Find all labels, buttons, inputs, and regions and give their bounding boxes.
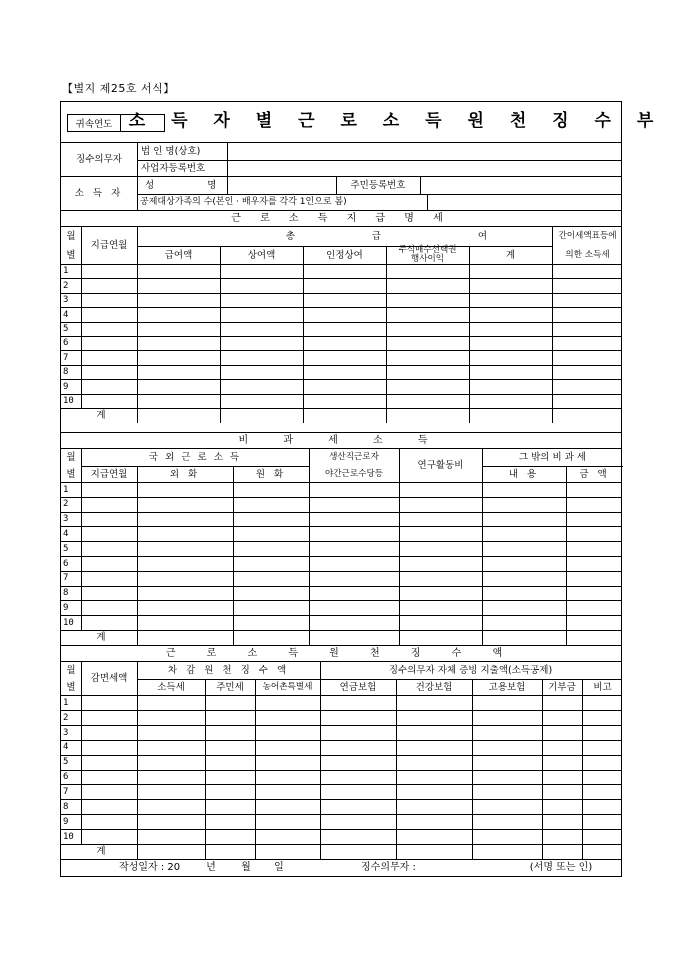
month-number: 10 (63, 831, 74, 842)
sec3-col-note: 비고 (593, 681, 612, 693)
sec1-col-salary: 급여액 (164, 249, 193, 261)
table-row (61, 829, 621, 845)
earner-name-label: 성 명 (145, 179, 217, 191)
resident-number-label: 주민등록번호 (350, 179, 406, 191)
form-caption: 【별지 제25호 서식】 (62, 82, 175, 95)
table-row (61, 784, 621, 800)
month-number: 5 (63, 757, 69, 768)
sec2-col-night-a: 생산직근로자 (329, 451, 379, 462)
sec2-header (61, 448, 621, 483)
sec2-col-krw: 원 화 (255, 468, 287, 480)
title-row (61, 102, 664, 142)
table-row (61, 526, 621, 542)
month-number: 5 (63, 324, 69, 335)
sec1-col-deemed-bonus: 인정상여 (326, 249, 363, 261)
month-number: 4 (63, 742, 69, 753)
sec1-group-a: 총 (285, 230, 295, 242)
table-row (61, 512, 621, 528)
table-row (61, 770, 621, 786)
sec1-col-stock-a: 주식매수선택권 (398, 245, 457, 256)
sec2-col-fx: 외 화 (169, 468, 201, 480)
month-number: 5 (63, 543, 69, 554)
table-row (61, 695, 621, 711)
month-number: 8 (63, 802, 69, 813)
month-number: 1 (63, 266, 69, 277)
month-number: 9 (63, 816, 69, 827)
table-row (61, 350, 621, 365)
month-number: 10 (63, 617, 74, 628)
sec1-month-b: 별 (66, 249, 76, 261)
payer-label: 징수의무자 (76, 154, 122, 166)
payer-block (61, 142, 621, 177)
table-row (61, 556, 621, 572)
table-row (61, 307, 621, 322)
sec1-title: 근 로 소 득 지 급 명 세 (231, 212, 451, 224)
table-row (61, 725, 621, 741)
sec3-col-health: 건강보험 (415, 681, 453, 693)
footer-payer-label: 징수의무자 : (361, 862, 416, 874)
sec3-month-b: 별 (66, 681, 76, 693)
month-number: 7 (63, 573, 69, 584)
earner-label: 소 득 자 (74, 188, 124, 200)
earner-block (61, 176, 621, 211)
sec3-band (61, 645, 621, 662)
sec3-title: 근 로 소 득 원 천 징 수 액 (165, 647, 517, 659)
sec2-col-desc: 내 용 (508, 468, 540, 480)
sec1-header (61, 226, 621, 265)
sec3-col-resident-tax: 주민세 (216, 681, 244, 693)
table-row (61, 264, 621, 279)
table-row (61, 710, 621, 726)
sec1-group-c: 여 (477, 230, 487, 242)
footer-date-label: 작성일자 : 20 (119, 862, 181, 874)
sec3-col-pension: 연금보험 (339, 681, 377, 693)
sec2-title: 비 과 세 소 득 (238, 434, 444, 446)
month-number: 1 (63, 484, 69, 495)
month-number: 2 (63, 280, 69, 291)
withholding-ledger-form (60, 101, 664, 877)
sec1-col-bonus: 상여액 (247, 249, 276, 261)
month-number: 2 (63, 712, 69, 723)
month-number: 3 (63, 514, 69, 525)
sec3-header (61, 661, 621, 696)
sec3-group-payer: 징수의무자 자체 증빙 지출액(소득공제) (388, 664, 553, 676)
sec3-group-deduct: 차 감 원 천 징 수 액 (167, 664, 290, 676)
table-row (61, 615, 621, 631)
table-row (61, 278, 621, 293)
footer-row (61, 859, 621, 877)
month-number: 9 (63, 603, 69, 614)
month-number: 9 (63, 381, 69, 392)
month-number: 3 (63, 727, 69, 738)
footer-day-unit: 일 (274, 862, 284, 874)
month-number: 3 (63, 295, 69, 306)
sec1-col-stock-b: 행사이익 (410, 254, 445, 265)
sec3-col-donation: 기부금 (548, 681, 576, 693)
sec2-paymonth: 지급연월 (90, 468, 128, 480)
sec1-band (61, 210, 621, 227)
table-row (61, 293, 621, 308)
table-row (61, 336, 621, 351)
corp-name-label: 법 인 명(상호) (141, 145, 201, 157)
sec3-col-rural-tax: 농어촌특별세 (262, 681, 313, 692)
month-number: 10 (63, 396, 74, 407)
sec1-paymonth: 지급연월 (90, 240, 128, 252)
table-row (61, 586, 621, 602)
total-row-label: 계 (96, 410, 106, 422)
footer-sign-label: (서명 또는 인) (529, 862, 593, 874)
dependents-label: 공제대상가족의 수(본인 · 배우자를 각각 1인으로 봄) (140, 196, 347, 207)
sec1-col-sum: 계 (505, 249, 516, 261)
table-row (61, 799, 621, 815)
sec2-group-foreign: 국 외 근 로 소 득 (148, 451, 242, 463)
sec3-month-a: 월 (66, 664, 76, 676)
table-row (61, 408, 621, 423)
sec2-col-amount: 금 액 (579, 468, 610, 480)
sec1-month-a: 월 (66, 230, 76, 242)
table-row (61, 600, 621, 616)
table-row (61, 322, 621, 337)
total-row-label: 계 (96, 632, 106, 644)
table-row (61, 740, 621, 756)
month-number: 7 (63, 352, 69, 363)
sec3-col-employment: 고용보험 (488, 681, 526, 693)
sec2-month-b: 별 (66, 468, 76, 480)
sec3-reduced: 감면세액 (90, 673, 128, 685)
attribution-year-label: 귀속연도 (68, 115, 121, 131)
sec2-band (61, 432, 621, 449)
footer-month-unit: 월 (241, 862, 251, 874)
sec1-col-tax-b: 의한 소득세 (565, 249, 610, 260)
table-row (61, 755, 621, 771)
form-title: 소 득 자 별 근 로 소 득 원 천 징 수 부 (128, 111, 664, 132)
footer-year-unit: 년 (206, 862, 216, 874)
month-number: 6 (63, 772, 69, 783)
sec2-group-other: 그 밖의 비 과 세 (518, 451, 587, 463)
table-row (61, 541, 621, 557)
total-row-label: 계 (96, 846, 106, 858)
table-row (61, 497, 621, 513)
table-row (61, 844, 621, 860)
month-number: 8 (63, 367, 69, 378)
table-row (61, 365, 621, 380)
sec1-group-b: 급 (371, 230, 381, 242)
sec1-col-tax-a: 간이세액표등에 (558, 230, 617, 241)
month-number: 2 (63, 499, 69, 510)
table-row (61, 571, 621, 587)
month-number: 4 (63, 309, 69, 320)
sec2-month-a: 월 (66, 451, 76, 463)
table-row (61, 482, 621, 498)
sec3-col-income-tax: 소득세 (157, 681, 185, 693)
month-number: 7 (63, 787, 69, 798)
sec2-col-night-b: 야간근로수당등 (324, 468, 384, 479)
sec2-col-research: 연구활동비 (417, 460, 464, 472)
month-number: 6 (63, 558, 69, 569)
month-number: 6 (63, 338, 69, 349)
table-row (61, 394, 621, 409)
month-number: 8 (63, 588, 69, 599)
table-row (61, 630, 621, 646)
table-row (61, 379, 621, 394)
business-number-label: 사업자등록번호 (141, 162, 206, 174)
table-row (61, 814, 621, 830)
month-number: 1 (63, 697, 69, 708)
month-number: 4 (63, 529, 69, 540)
